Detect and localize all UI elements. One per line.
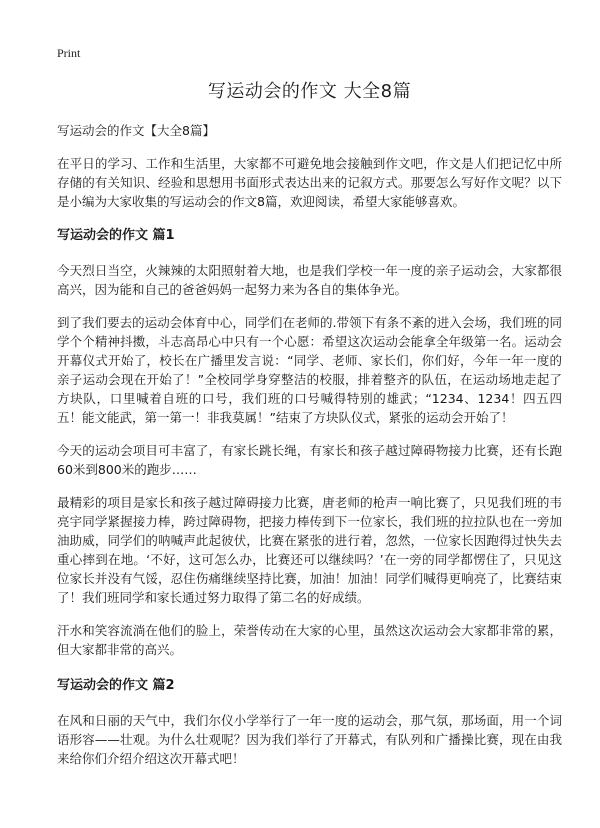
section-1-paragraph-3: 今天的运动会项目可丰富了，有家长跳长绳，有家长和孩子越过障碍物接力比赛，还有长跑60米到800米的跑步…… <box>57 443 562 477</box>
intro-paragraph: 在平日的学习、工作和生活里，大家都不可避免地会接触到作文吧，作文是人们把记忆中所存储的有关知识、经验和思想用书面形式表达出来的记叙方式。那要怎么写好作文呢？以下是小编为大家收集的写运动会的作文8篇，欢迎阅读，希望大家能够喜欢。 <box>57 156 562 209</box>
section-2-paragraph-1: 在风和日丽的天气中，我们尔仪小学举行了一年一度的运动会，那气氛，那场面，用一个词语形容——壮观。为什么壮观呢？因为我们举行了开幕式，有队列和广播操比赛，现在由我来给你们介绍介绍这次开幕式吧！ <box>57 713 562 766</box>
section-1-paragraph-4: 最精彩的项目是家长和孩子越过障碍接力比赛，唐老师的枪声一响比赛了，只见我们班的韦亮宇同学紧握接力棒，跨过障碍物，把接力棒传到下一位家长，我们班的拉拉队也在一旁加油助威，同学们的呐喊声此起彼伏，比赛在紧张的进行着，忽然，一位家长因跑得过快失去重心摔到在地。‘不好，这可怎么办，比赛还可以继续吗？’在一旁的同学都愣住了，只见这位家长并没有气馁，忍住伤痛继续坚持比赛，加油！加油！同学们喊得更响亮了，比赛结束了！我们班同学和家长通过努力取得了第二名的好成绩。 <box>57 495 562 605</box>
section-1-paragraph-5: 汗水和笑容流淌在他们的脸上，荣誉传动在大家的心里，虽然这次运动会大家都非常的累，但大家都非常的高兴。 <box>57 623 562 657</box>
section-1-paragraph-1: 今天烈日当空，火辣辣的太阳照射着大地，也是我们学校一年一度的亲子运动会，大家都很高兴，因为能和自己的爸爸妈妈一起努力来为各自的集体争光。 <box>57 263 562 297</box>
print-label: Print <box>57 46 81 60</box>
document-title: 写运动会的作文 大全8篇 <box>207 81 412 102</box>
document-subtitle: 写运动会的作文【大全8篇】 <box>57 123 215 138</box>
section-heading-1: 写运动会的作文 篇1 <box>57 228 175 243</box>
section-heading-2: 写运动会的作文 篇2 <box>57 678 175 693</box>
section-1-paragraph-2: 到了我们要去的运动会体育中心，同学们在老师的.带领下有条不紊的进入会场，我们班的同学个个精神抖擞，斗志高昂心中只有一个心愿：希望这次运动会能拿全年级第一名。运动会开幕仪式开始了，校长在广播里发言说：“同学、老师、家长们，你们好，今年一年一度的亲子运动会现在开始了！”全校同学身穿整洁的校服，排着整齐的队伍，在运动场地走起了方块队，口里喊着自班的口号，我们班的口号喊得特别的雄武；“1234、1234！四五四五！能文能武，第一第一！非我莫属！”结束了方块队仪式，紧张的运动会开始了！ <box>57 315 562 425</box>
